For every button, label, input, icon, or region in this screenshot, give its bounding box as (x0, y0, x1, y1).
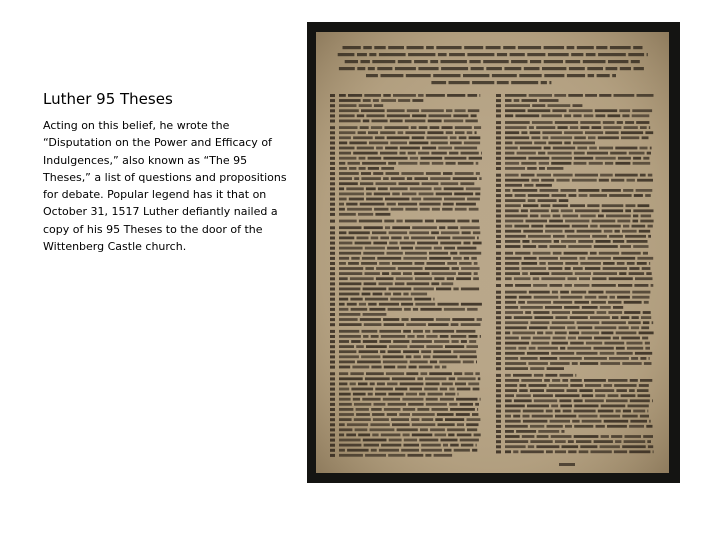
slide-title: Luther 95 Theses (43, 90, 173, 108)
theses-broadsheet-photo (307, 22, 680, 483)
slide-body-text: Acting on this belief, he wrote the “Disputation on the Power and Efficacy of Indulgences,” also known as “The 95 Theses,” a list of questions and propositions for debate. Popular legend has it that on October 31, 1517 Luther defiantly nailed a copy of his 95 Theses to the door of the Wittenberg Castle church. (43, 119, 287, 254)
broadsheet-text-lines (316, 32, 669, 473)
broadsheet-paper (316, 32, 669, 473)
